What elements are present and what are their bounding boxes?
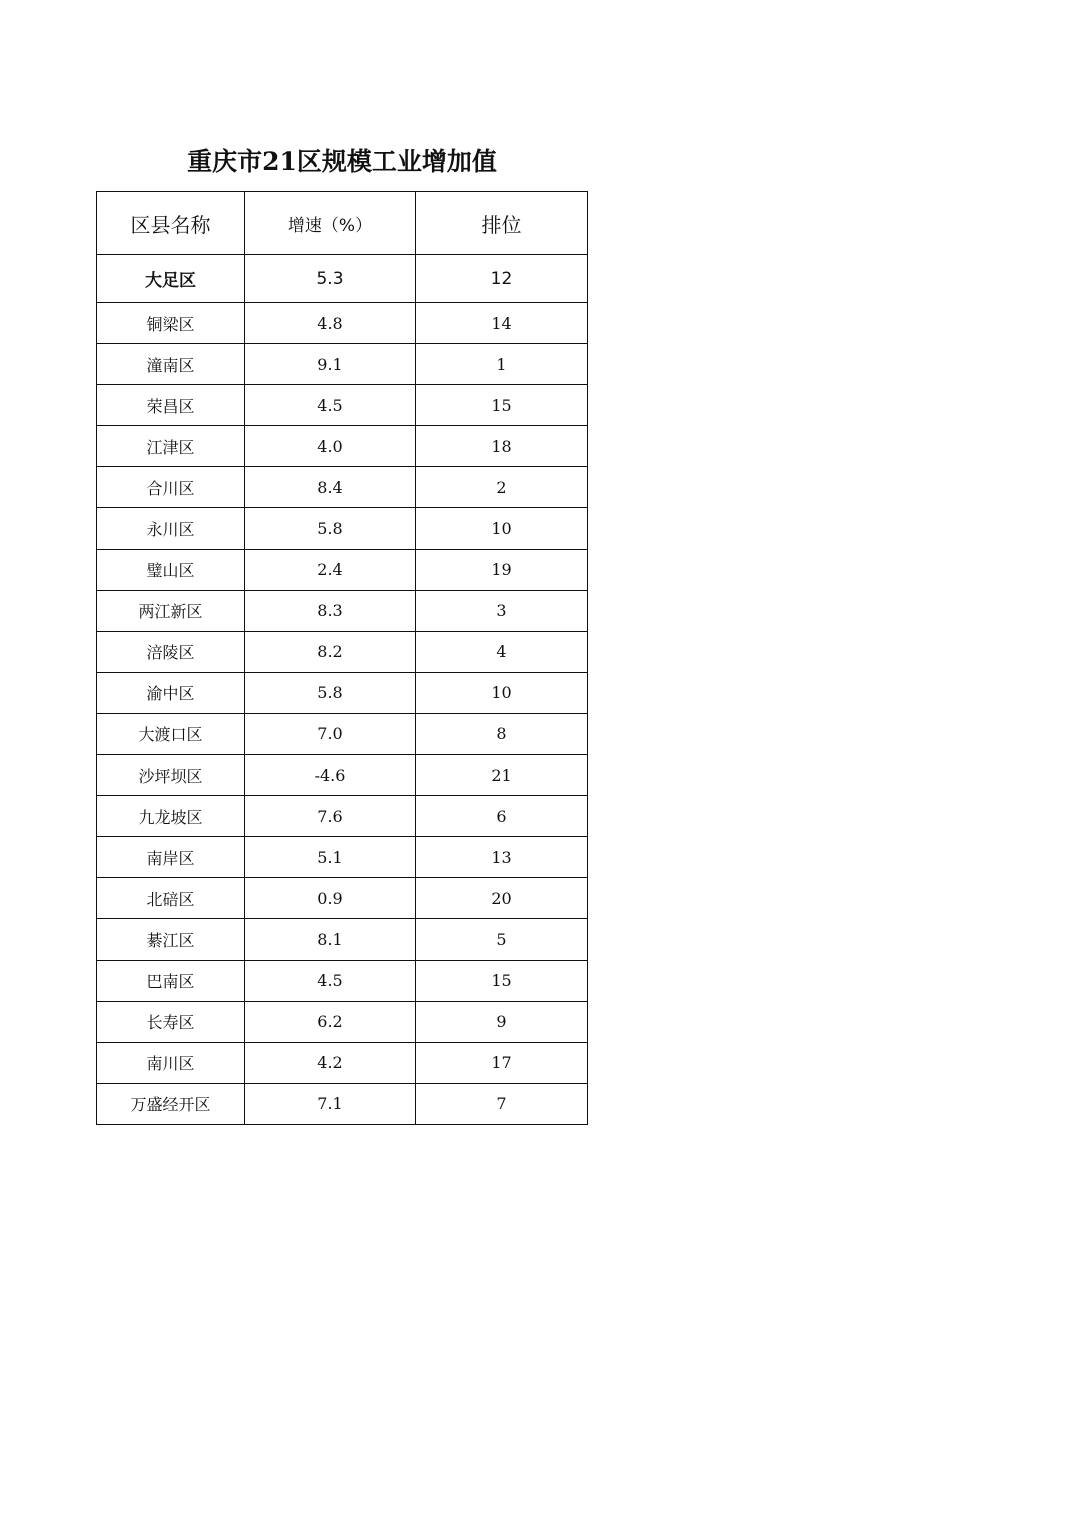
table-row <box>97 590 588 631</box>
district-name-cell: 铜梁区 <box>97 303 245 344</box>
district-name-cell: 两江新区 <box>97 590 245 631</box>
table-row <box>97 713 588 754</box>
rank-cell: 19 <box>416 549 588 590</box>
district-name-cell: 大渡口区 <box>97 713 245 754</box>
district-name-cell: 江津区 <box>97 426 245 467</box>
table-header-row <box>97 192 588 255</box>
table-row <box>97 549 588 590</box>
header-district-name: 区县名称 <box>97 192 245 255</box>
growth-rate-cell: 7.0 <box>245 713 416 754</box>
district-name-cell: 荣昌区 <box>97 385 245 426</box>
table-row <box>97 1042 588 1083</box>
growth-rate-cell: 5.8 <box>245 672 416 713</box>
rank-cell: 20 <box>416 878 588 919</box>
table-row <box>97 755 588 796</box>
district-name-cell: 九龙坡区 <box>97 796 245 837</box>
growth-rate-cell: 5.3 <box>245 255 416 303</box>
district-name-cell: 涪陵区 <box>97 631 245 672</box>
growth-rate-cell: 5.1 <box>245 837 416 878</box>
table-row <box>97 467 588 508</box>
rank-cell: 5 <box>416 919 588 960</box>
rank-cell: 3 <box>416 590 588 631</box>
rank-cell: 10 <box>416 672 588 713</box>
growth-rate-cell: 8.3 <box>245 590 416 631</box>
rank-cell: 9 <box>416 1001 588 1042</box>
growth-rate-cell: 6.2 <box>245 1001 416 1042</box>
district-name-cell: 渝中区 <box>97 672 245 713</box>
growth-rate-cell: 9.1 <box>245 344 416 385</box>
table-row <box>97 796 588 837</box>
growth-rate-cell: 8.2 <box>245 631 416 672</box>
growth-rate-cell: 4.5 <box>245 385 416 426</box>
table-row <box>97 631 588 672</box>
district-name-cell: 永川区 <box>97 508 245 549</box>
district-name-cell: 綦江区 <box>97 919 245 960</box>
rank-cell: 4 <box>416 631 588 672</box>
growth-rate-cell: 4.0 <box>245 426 416 467</box>
growth-rate-cell: 5.8 <box>245 508 416 549</box>
table-row <box>97 1001 588 1042</box>
growth-rate-cell: 8.4 <box>245 467 416 508</box>
rank-cell: 7 <box>416 1083 588 1124</box>
district-name-cell: 南川区 <box>97 1042 245 1083</box>
district-name-cell: 万盛经开区 <box>97 1083 245 1124</box>
table-row <box>97 878 588 919</box>
rank-cell: 1 <box>416 344 588 385</box>
header-rank: 排位 <box>416 192 588 255</box>
table-row <box>97 385 588 426</box>
growth-rate-cell: 0.9 <box>245 878 416 919</box>
growth-rate-cell: 7.6 <box>245 796 416 837</box>
rank-cell: 15 <box>416 385 588 426</box>
district-name-cell: 合川区 <box>97 467 245 508</box>
table-row <box>97 303 588 344</box>
growth-rate-cell: 4.5 <box>245 960 416 1001</box>
growth-rate-cell: 7.1 <box>245 1083 416 1124</box>
district-name-cell: 北碚区 <box>97 878 245 919</box>
industry-growth-table <box>96 191 588 1125</box>
rank-cell: 13 <box>416 837 588 878</box>
rank-cell: 6 <box>416 796 588 837</box>
header-growth-rate: 增速（%） <box>245 192 416 255</box>
district-name-cell: 长寿区 <box>97 1001 245 1042</box>
table-row <box>97 837 588 878</box>
growth-rate-cell: 8.1 <box>245 919 416 960</box>
district-name-cell: 大足区 <box>97 255 245 303</box>
growth-rate-cell: 2.4 <box>245 549 416 590</box>
district-name-cell: 南岸区 <box>97 837 245 878</box>
rank-cell: 10 <box>416 508 588 549</box>
table-row <box>97 672 588 713</box>
district-name-cell: 璧山区 <box>97 549 245 590</box>
table-row <box>97 508 588 549</box>
table-row <box>97 919 588 960</box>
table-row <box>97 960 588 1001</box>
rank-cell: 14 <box>416 303 588 344</box>
rank-cell: 18 <box>416 426 588 467</box>
table-row <box>97 344 588 385</box>
rank-cell: 17 <box>416 1042 588 1083</box>
growth-rate-cell: -4.6 <box>245 755 416 796</box>
table-row <box>97 426 588 467</box>
table-row-highlighted <box>97 255 588 303</box>
rank-cell: 15 <box>416 960 588 1001</box>
district-name-cell: 潼南区 <box>97 344 245 385</box>
growth-rate-cell: 4.8 <box>245 303 416 344</box>
growth-rate-cell: 4.2 <box>245 1042 416 1083</box>
table-title: 重庆市21区规模工业增加值 <box>187 147 497 176</box>
rank-cell: 8 <box>416 713 588 754</box>
district-name-cell: 巴南区 <box>97 960 245 1001</box>
rank-cell: 12 <box>416 255 588 303</box>
district-name-cell: 沙坪坝区 <box>97 755 245 796</box>
table-row <box>97 1083 588 1124</box>
rank-cell: 21 <box>416 755 588 796</box>
rank-cell: 2 <box>416 467 588 508</box>
